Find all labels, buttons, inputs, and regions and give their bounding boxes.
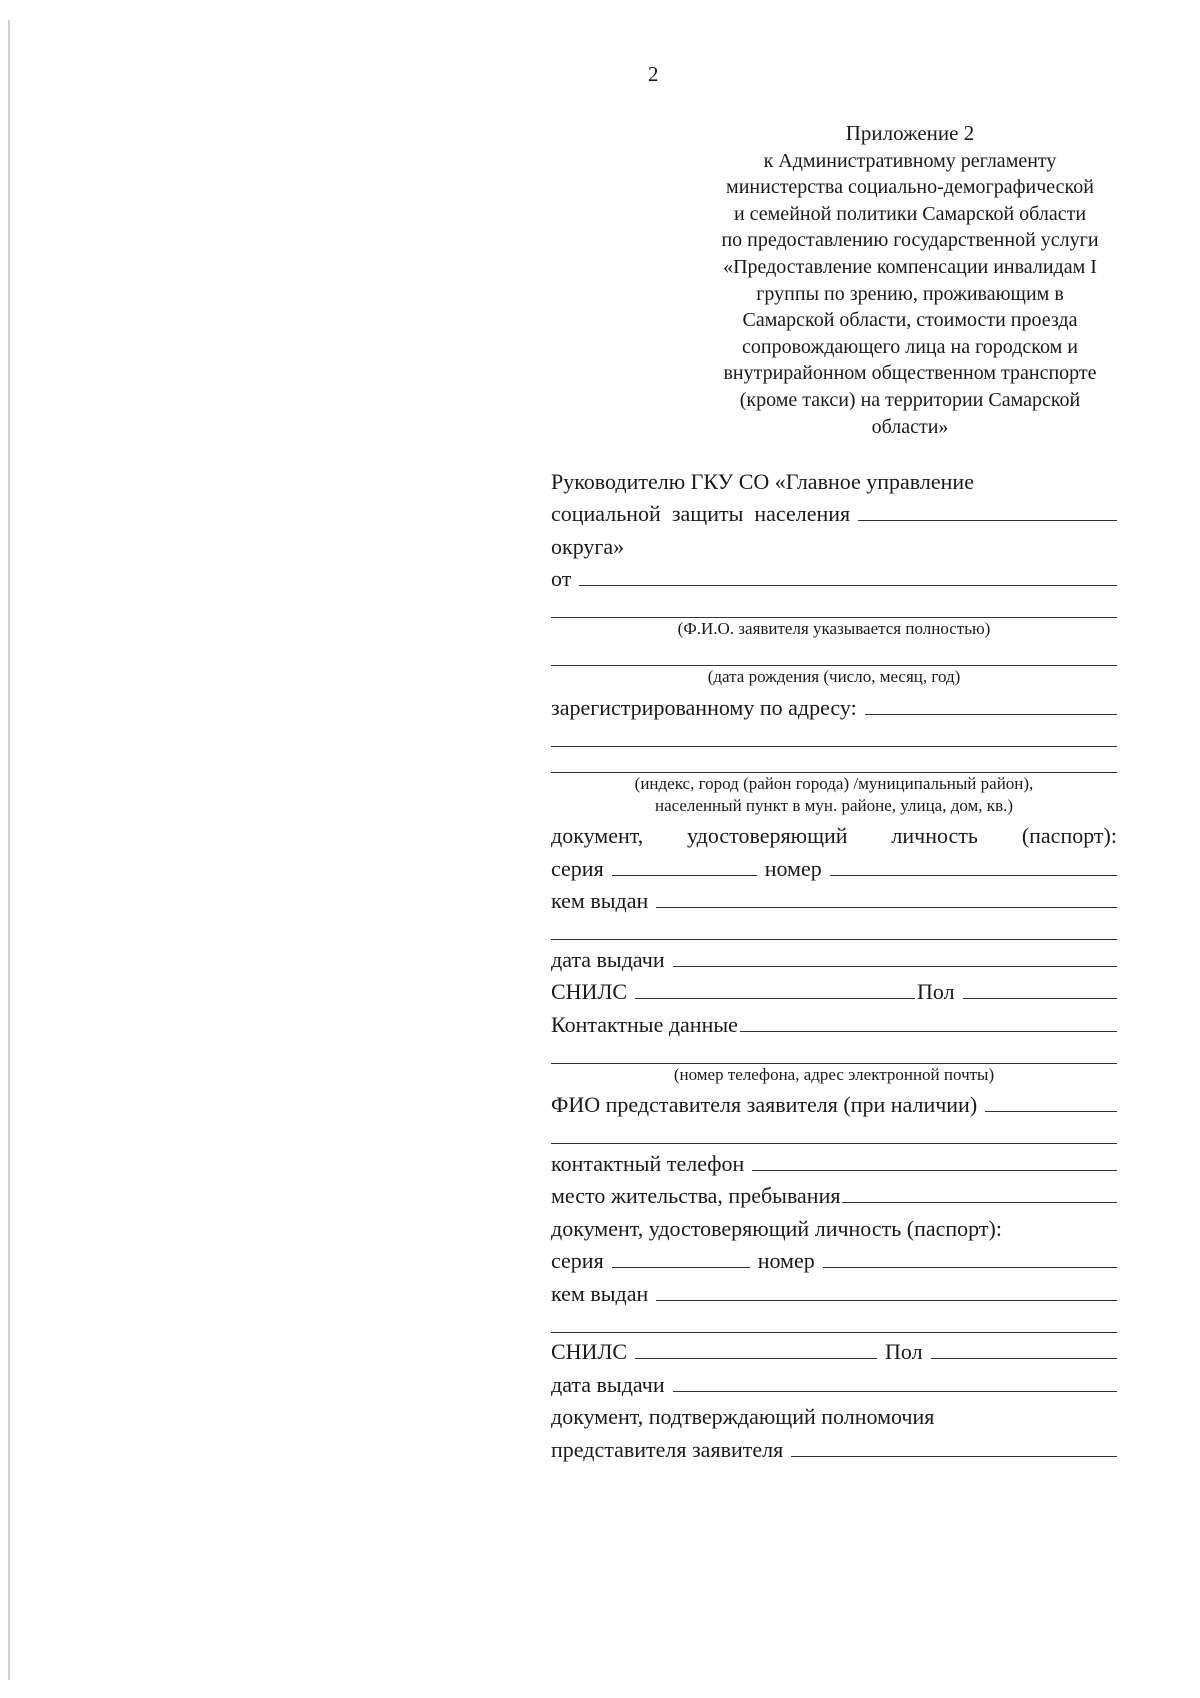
sex-field[interactable] bbox=[963, 997, 1117, 999]
series-field[interactable] bbox=[612, 874, 757, 876]
application-form bbox=[551, 462, 1117, 1463]
address-field-line-2[interactable] bbox=[551, 721, 1117, 747]
contacts-label: Контактные данные bbox=[551, 1011, 738, 1037]
fio-caption: (Ф.И.О. заявителя указывается полностью) bbox=[677, 619, 991, 638]
rep-fio-label: ФИО представителя заявителя (при наличии) bbox=[551, 1092, 978, 1117]
birth-date-field[interactable] bbox=[551, 640, 1117, 666]
contacts-field-continued[interactable] bbox=[551, 1038, 1117, 1064]
page-number: 2 bbox=[648, 62, 659, 86]
rep-fio-field[interactable] bbox=[985, 1110, 1117, 1112]
series-label: серия bbox=[551, 855, 604, 881]
from-row bbox=[551, 560, 1117, 593]
appendix-line: внутрирайонном общественном транспорте bbox=[723, 362, 1097, 385]
rep-number-field[interactable] bbox=[823, 1266, 1117, 1268]
addressee-text: округа» bbox=[551, 533, 625, 559]
rep-series-number-row bbox=[551, 1242, 1117, 1275]
address-caption-1: (индекс, город (район города) /муниципальный район), bbox=[634, 773, 1034, 793]
rep-residence-row bbox=[551, 1177, 1117, 1210]
addressee-text: Руководителю ГКУ СО «Главное управление bbox=[551, 468, 974, 494]
rep-issue-date-field[interactable] bbox=[673, 1390, 1117, 1392]
rep-issued-by-field-continued[interactable] bbox=[551, 1307, 1117, 1333]
rep-issued-by-row bbox=[551, 1274, 1117, 1307]
addressee-text: социальной защиты населения bbox=[551, 501, 851, 526]
id-doc-word: удостоверяющий bbox=[687, 823, 848, 848]
appendix-line: министерства социально-демографической bbox=[726, 176, 1094, 199]
rep-number-label: номер bbox=[757, 1248, 815, 1273]
authority-doc-row-1 bbox=[551, 1398, 1117, 1431]
rep-snils-field[interactable] bbox=[635, 1357, 877, 1359]
rep-residence-field[interactable] bbox=[842, 1201, 1117, 1203]
rep-series-field[interactable] bbox=[612, 1266, 750, 1268]
rep-id-doc-row bbox=[551, 1209, 1117, 1242]
id-doc-word: документ, bbox=[551, 823, 644, 848]
address-caption-2: населенный пункт в мун. районе, улица, дом, кв.) bbox=[654, 795, 1014, 815]
authority-doc-label: документ, подтверждающий полномочия bbox=[551, 1404, 935, 1429]
rep-phone-row bbox=[551, 1144, 1117, 1177]
addressee-row-2 bbox=[551, 495, 1117, 528]
rep-phone-label: контактный телефон bbox=[551, 1150, 745, 1176]
rep-snils-row bbox=[551, 1333, 1117, 1366]
appendix-title: Приложение 2 bbox=[845, 121, 975, 145]
rep-id-doc-label: документ, удостоверяющий личность (паспорт): bbox=[551, 1215, 1002, 1241]
snils-label: СНИЛС bbox=[551, 979, 628, 1004]
id-doc-word: (паспорт): bbox=[1021, 823, 1117, 848]
issued-by-field[interactable] bbox=[656, 906, 1117, 908]
birth-date-caption: (дата рождения (число, месяц, год) bbox=[707, 667, 961, 686]
authority-doc-field[interactable] bbox=[791, 1455, 1117, 1457]
from-label: от bbox=[551, 566, 572, 591]
sex-label: Пол bbox=[917, 979, 955, 1004]
addressee-row-1 bbox=[551, 462, 1117, 495]
appendix-line: сопровождающего лица на городском и bbox=[742, 335, 1078, 358]
rep-sex-label: Пол bbox=[885, 1339, 923, 1364]
issued-by-label: кем выдан bbox=[551, 888, 649, 913]
issue-date-label: дата выдачи bbox=[551, 946, 665, 972]
rep-issued-by-label: кем выдан bbox=[551, 1280, 649, 1306]
appendix-line: Самарской области, стоимости проезда bbox=[742, 309, 1078, 332]
address-field[interactable] bbox=[865, 713, 1117, 715]
rep-fio-field-continued[interactable] bbox=[551, 1118, 1117, 1144]
registered-row bbox=[551, 688, 1117, 721]
number-label: номер bbox=[764, 855, 822, 881]
appendix-line: группы по зрению, проживающим в bbox=[756, 282, 1064, 305]
appendix-line: к Административному регламенту bbox=[763, 149, 1057, 172]
issue-date-row bbox=[551, 940, 1117, 973]
rep-residence-label: место жительства, пребывания bbox=[551, 1183, 841, 1208]
rep-phone-field[interactable] bbox=[752, 1169, 1117, 1171]
applicant-name-field[interactable] bbox=[579, 584, 1117, 586]
id-document-row bbox=[551, 817, 1117, 850]
contacts-caption: (номер телефона, адрес электронной почты) bbox=[673, 1064, 995, 1084]
authority-doc-label: представителя заявителя bbox=[551, 1436, 784, 1462]
addressee-row-3 bbox=[551, 527, 1117, 560]
contacts-field[interactable] bbox=[740, 1030, 1117, 1032]
applicant-name-field-continued[interactable] bbox=[551, 592, 1117, 618]
rep-fio-row bbox=[551, 1086, 1117, 1119]
issued-by-field-continued[interactable] bbox=[551, 914, 1117, 940]
rep-sex-field[interactable] bbox=[931, 1357, 1117, 1359]
appendix-line: и семейной политики Самарской области bbox=[733, 202, 1087, 225]
rep-issue-date-label: дата выдачи bbox=[551, 1371, 665, 1397]
issued-by-row bbox=[551, 882, 1117, 915]
registered-label: зарегистрированному по адресу: bbox=[551, 694, 857, 720]
scan-edge bbox=[8, 20, 10, 1680]
snils-row bbox=[551, 973, 1117, 1006]
appendix-line: области» bbox=[871, 415, 949, 438]
appendix-line: (кроме такси) на территории Самарской bbox=[739, 388, 1081, 411]
contacts-row bbox=[551, 1005, 1117, 1038]
id-doc-word: личность bbox=[891, 823, 978, 848]
rep-issue-date-row bbox=[551, 1365, 1117, 1398]
appendix-line: «Предоставление компенсации инвалидам I bbox=[723, 255, 1097, 278]
rep-snils-label: СНИЛС bbox=[551, 1339, 628, 1364]
issue-date-field[interactable] bbox=[673, 965, 1117, 967]
address-field-line-3[interactable] bbox=[551, 747, 1117, 773]
snils-field[interactable] bbox=[635, 997, 915, 999]
rep-issued-by-field[interactable] bbox=[656, 1299, 1117, 1301]
authority-doc-row-2 bbox=[551, 1430, 1117, 1463]
district-field[interactable] bbox=[858, 519, 1117, 521]
appendix-header bbox=[690, 120, 1130, 440]
appendix-line: по предоставлению государственной услуги bbox=[721, 229, 1099, 252]
number-field[interactable] bbox=[830, 874, 1117, 876]
series-number-row bbox=[551, 849, 1117, 882]
rep-series-label: серия bbox=[551, 1248, 604, 1273]
